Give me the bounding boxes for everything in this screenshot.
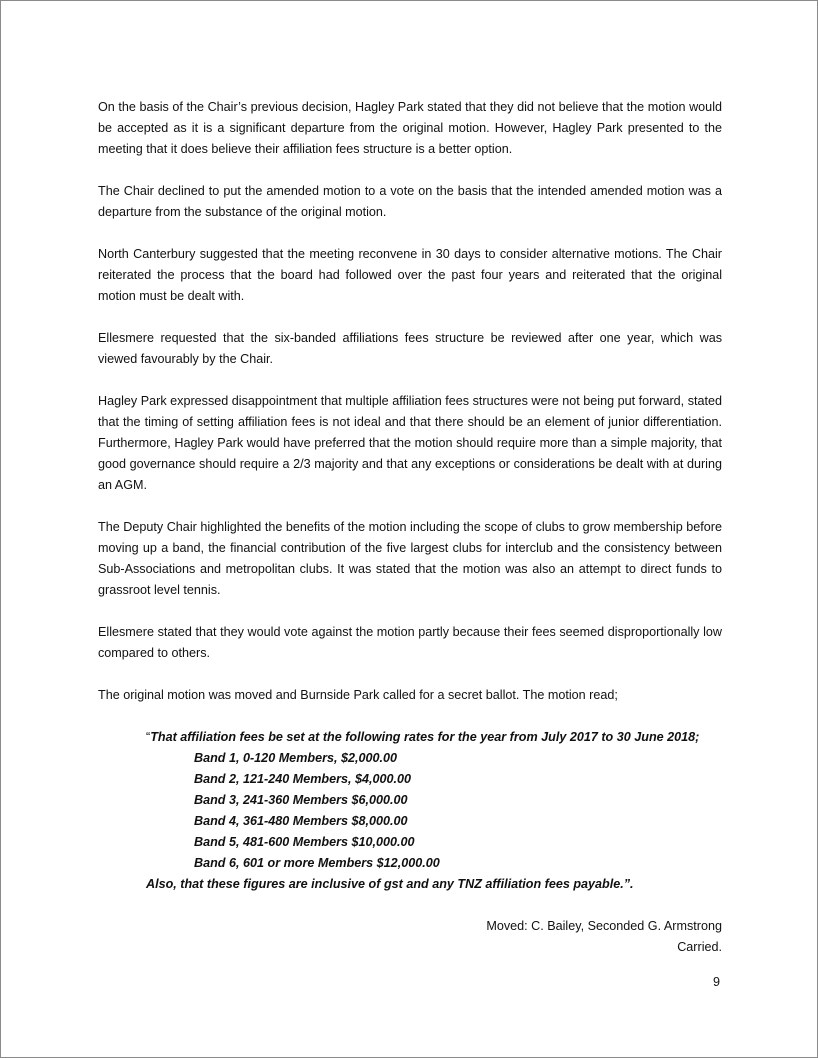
motion-result: Carried.	[677, 940, 722, 954]
page-number: 9	[712, 975, 720, 989]
motion-intro: That affiliation fees be set at the following rates for the year from July 2017 to 30 June 2018;	[150, 730, 700, 744]
motion-closing: Also, that these figures are inclusive of gst and any TNZ affiliation fees payable.”.	[146, 877, 634, 891]
paragraph-north-canterbury: North Canterbury suggested that the meeting reconvene in 30 days to consider alternative motions. The Chair reiterated the process that the board had followed over the past four years and reiterated that the original motion must be dealt with.	[98, 247, 722, 303]
motion-open-quote: “	[146, 730, 151, 744]
paragraph-hagley-park-disappointment: Hagley Park expressed disappointment that multiple affiliation fees structures were not being put forward, stated that the timing of setting affiliation fees is not ideal and that there should be an element of junior differentiation. Furthermore, Hagley Park would have preferred that the motion should require more than a simple majority, that good governance should require a 2/3 majority and that any exceptions or considerations be dealt with at during an AGM.	[98, 394, 722, 492]
motion-band: Band 2, 121-240 Members, $4,000.00	[194, 772, 412, 786]
paragraph-deputy-chair-benefits: The Deputy Chair highlighted the benefits of the motion including the scope of clubs to grow membership before moving up a band, the financial contribution of the five largest clubs for interclub and the consistency between Sub-Associations and metropolitan clubs. It was stated that the motion was also an attempt to direct funds to grassroot level tennis.	[98, 520, 722, 597]
motion-text	[98, 727, 722, 895]
paragraph-ellesmere-review: Ellesmere requested that the six-banded affiliations fees structure be reviewed after one year, which was viewed favourably by the Chair.	[98, 331, 722, 366]
paragraph-chair-declined: The Chair declined to put the amended motion to a vote on the basis that the intended amended motion was a departure from the substance of the original motion.	[98, 184, 722, 219]
paragraph-ellesmere-vote: Ellesmere stated that they would vote against the motion partly because their fees seemed disproportionally low compared to others.	[98, 625, 722, 660]
motion-band: Band 6, 601 or more Members $12,000.00	[194, 856, 440, 870]
motion-intro-line	[146, 727, 722, 748]
motion-band: Band 1, 0-120 Members, $2,000.00	[194, 751, 398, 765]
motion-band: Band 4, 361-480 Members $8,000.00	[194, 814, 408, 828]
moved-seconded-line: Moved: C. Bailey, Seconded G. Armstrong	[486, 919, 722, 933]
motion-band: Band 3, 241-360 Members $6,000.00	[194, 793, 408, 807]
page-content	[98, 97, 722, 958]
paragraph-hagley-park-statement: On the basis of the Chair’s previous decision, Hagley Park stated that they did not believe that the motion would be accepted as it is a significant departure from the original motion. However, Hagley Park presented to the meeting that it does believe their affiliation fees structure is a better option.	[98, 100, 722, 156]
motion-signoff	[98, 916, 722, 958]
paragraph-motion-moved: The original motion was moved and Burnside Park called for a secret ballot. The motion read;	[98, 688, 618, 702]
motion-band: Band 5, 481-600 Members $10,000.00	[194, 835, 415, 849]
